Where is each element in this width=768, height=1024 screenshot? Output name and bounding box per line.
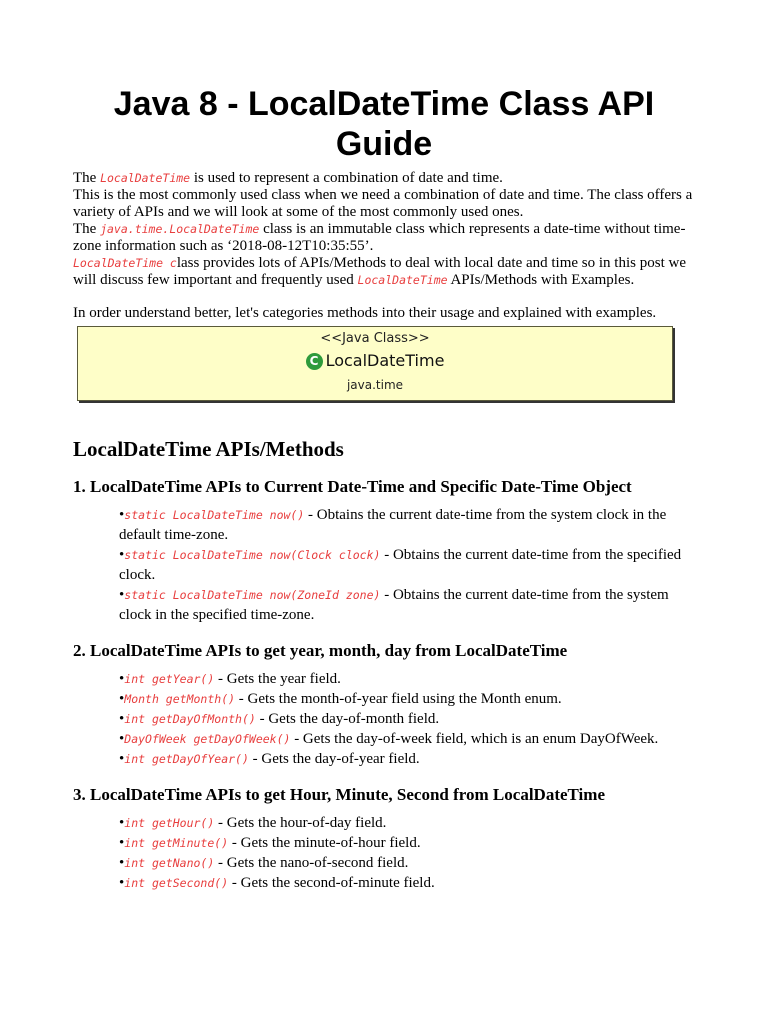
method-signature: int getHour() — [124, 816, 215, 830]
uml-stereotype: <<Java Class>> — [320, 331, 430, 346]
method-description: - Gets the day-of-month field. — [255, 711, 440, 727]
method-description: - Obtains the current date-time from the specified clock. — [119, 547, 682, 583]
list-item — [119, 505, 695, 545]
list-item — [119, 873, 695, 893]
page-title: Java 8 - LocalDateTime Class API Guide — [113, 85, 655, 163]
uml-class-diagram — [77, 326, 673, 401]
method-list-2 — [119, 669, 695, 769]
bullet-icon: • — [119, 711, 125, 727]
method-signature: int getDayOfMonth() — [124, 712, 256, 726]
method-description: - Obtains the current date-time from the system clock in the specified time-zone. — [119, 587, 669, 623]
method-signature: int getYear() — [124, 672, 215, 686]
methods-heading: LocalDateTime APIs/Methods — [73, 437, 344, 461]
bullet-icon: • — [119, 671, 125, 687]
uml-class-name: C LocalDateTime — [78, 351, 672, 370]
list-item — [119, 729, 695, 749]
document-page — [73, 84, 695, 893]
method-signature: static LocalDateTime now(Clock clock) — [124, 548, 381, 562]
method-list-1 — [119, 505, 695, 625]
method-description: - Obtains the current date-time from the system clock in the default time-zone. — [119, 507, 667, 543]
inline-code: LocalDateTime c — [73, 256, 177, 270]
method-signature: int getSecond() — [124, 876, 229, 890]
section-heading-3: 3. LocalDateTime APIs to get Hour, Minute, Second from LocalDateTime — [73, 785, 605, 804]
intro-paragraph-4: LocalDateTime class provides lots of APIs/Methods to deal with local date and time so in this post we will discuss few important and frequently used LocalDateTime APIs/Methods with Examples. — [73, 255, 686, 288]
method-description: - Gets the day-of-year field. — [248, 751, 420, 767]
bullet-icon: • — [119, 587, 125, 603]
method-description: - Gets the nano-of-second field. — [214, 855, 409, 871]
method-signature: DayOfWeek getDayOfWeek() — [124, 732, 291, 746]
method-signature: int getDayOfYear() — [124, 752, 249, 766]
intro-paragraph-5: In order understand better, let's categories methods into their usage and explained with examples. — [73, 305, 657, 321]
method-signature: int getMinute() — [124, 836, 229, 850]
list-item — [119, 853, 695, 873]
method-description: - Gets the second-of-minute field. — [228, 875, 435, 891]
list-item — [119, 833, 695, 853]
uml-package: java.time — [346, 378, 404, 392]
bullet-icon: • — [119, 751, 125, 767]
bullet-icon: • — [119, 855, 125, 871]
intro-paragraph-1: The LocalDateTime is used to represent a combination of date and time. — [73, 170, 503, 186]
method-description: - Gets the hour-of-day field. — [214, 815, 387, 831]
method-signature: Month getMonth() — [124, 692, 236, 706]
list-item — [119, 749, 695, 769]
method-signature: static LocalDateTime now(ZoneId zone) — [124, 588, 381, 602]
method-sections — [73, 477, 695, 893]
list-item — [119, 585, 695, 625]
intro-text — [73, 170, 695, 322]
method-list-3 — [119, 813, 695, 893]
inline-code: LocalDateTime — [357, 273, 448, 287]
section-heading-1: 1. LocalDateTime APIs to Current Date-Time and Specific Date-Time Object — [73, 477, 632, 496]
list-item — [119, 669, 695, 689]
section-heading-2: 2. LocalDateTime APIs to get year, month, day from LocalDateTime — [73, 641, 568, 660]
inline-code: LocalDateTime — [100, 171, 191, 185]
method-description: - Gets the day-of-week field, which is an enum DayOfWeek. — [290, 731, 659, 747]
list-item — [119, 709, 695, 729]
bullet-icon: • — [119, 731, 125, 747]
list-item — [119, 689, 695, 709]
bullet-icon: • — [119, 835, 125, 851]
bullet-icon: • — [119, 875, 125, 891]
method-description: - Gets the minute-of-hour field. — [228, 835, 421, 851]
bullet-icon: • — [119, 815, 125, 831]
list-item — [119, 813, 695, 833]
method-description: - Gets the month-of-year field using the Month enum. — [235, 691, 562, 707]
method-signature: static LocalDateTime now() — [124, 508, 305, 522]
intro-paragraph-3: The java.time.LocalDateTime class is an immutable class which represents a date-time without time-zone information such as ‘2018-08-12T10:35:55’. — [73, 221, 686, 254]
method-signature: int getNano() — [124, 856, 215, 870]
bullet-icon: • — [119, 507, 125, 523]
method-description: - Gets the year field. — [214, 671, 341, 687]
inline-code: java.time.LocalDateTime — [100, 222, 260, 236]
class-badge-icon: C — [306, 353, 323, 370]
intro-paragraph-2: This is the most commonly used class when we need a combination of date and time. The class offers a variety of APIs and we will look at some of the most commonly used ones. — [73, 187, 693, 220]
bullet-icon: • — [119, 547, 125, 563]
bullet-icon: • — [119, 691, 125, 707]
list-item — [119, 545, 695, 585]
